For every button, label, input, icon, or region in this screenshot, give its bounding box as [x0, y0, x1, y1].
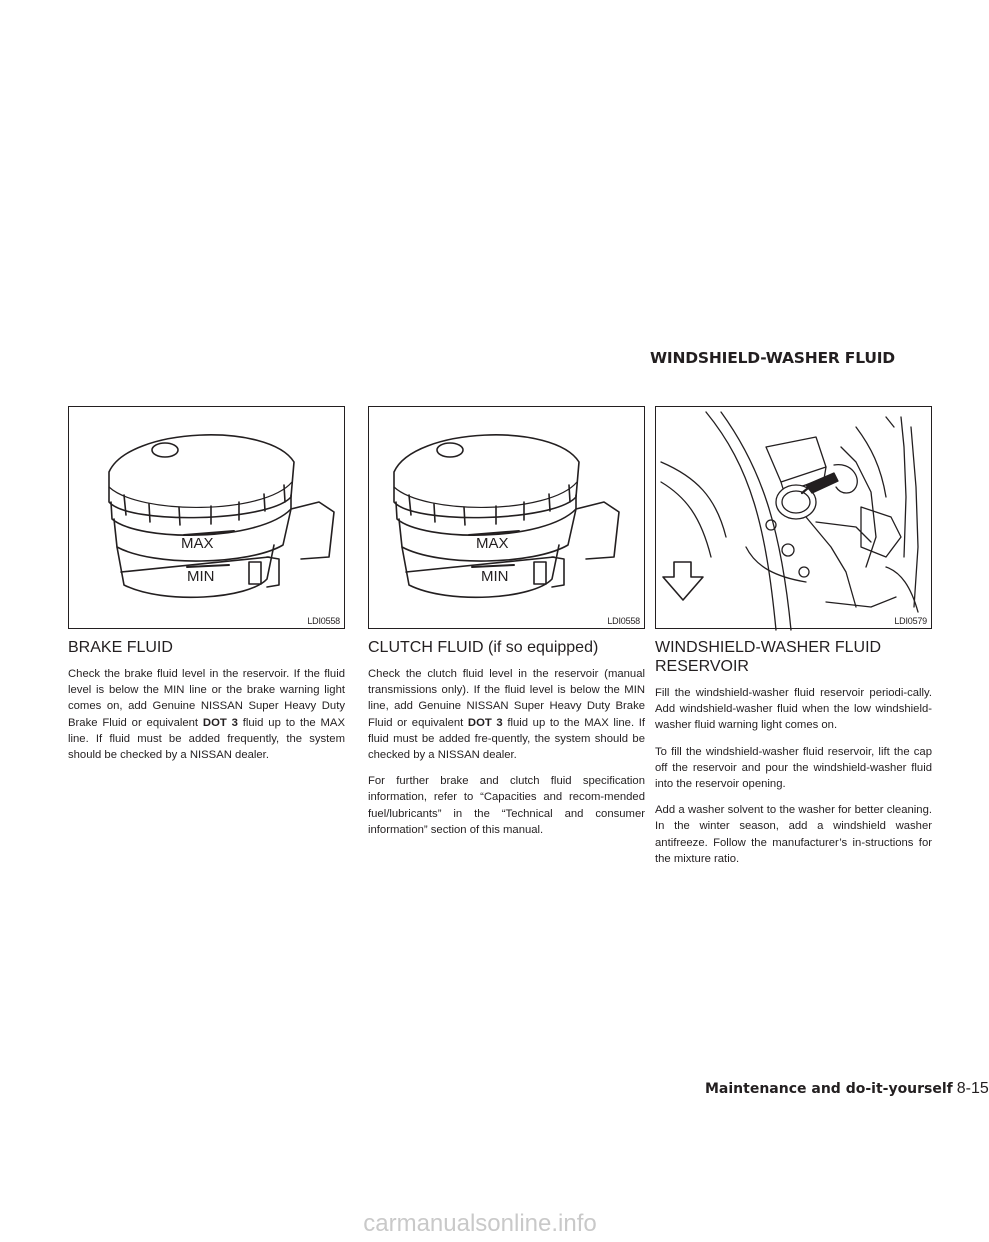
- paragraph-text: Check the clutch fluid level in the reservoir (manual transmissions only). If the fluid level is below the MIN line, add Genuine NISSAN Super Heavy Duty Brake Fluid or equivalent: [368, 668, 645, 729]
- clutch-fluid-heading: CLUTCH FLUID (if so equipped): [368, 639, 599, 656]
- brake-fluid-heading: BRAKE FLUID: [68, 639, 173, 656]
- clutch-fluid-column: [368, 406, 645, 848]
- dot3-emphasis: DOT 3: [467, 716, 503, 729]
- page-number: 8-15: [956, 1080, 989, 1097]
- page-footer: [705, 1080, 989, 1098]
- brake-reservoir-figure: [68, 406, 345, 629]
- paragraph-text: fluid up to the MAX line. If fluid must be added fre-quently, the system should be checked by a NISSAN dealer.: [368, 716, 645, 762]
- washer-fluid-column: [655, 406, 932, 877]
- paragraph-text: fluid up to the MAX line. If fluid must be added frequently, the system should be checked by a NISSAN dealer.: [68, 716, 345, 762]
- washer-fill-paragraph: Fill the windshield-washer fluid reservoir periodi-cally. Add windshield-washer fluid when the low windshield-washer fluid warning light comes on.: [655, 687, 932, 732]
- fluid-spec-reference-paragraph: For further brake and clutch fluid specification information, refer to “Capacities and recom-mended fuel/lubricants” in the “Technical and consumer information” section of this manual.: [368, 775, 645, 836]
- paragraph-text: Check the brake fluid level in the reservoir. If the fluid level is below the MIN line or the brake warning light comes on, add Genuine NISSAN Super Heavy Duty Brake Fluid or equivalent: [68, 668, 345, 729]
- max-label: MAX: [476, 535, 509, 552]
- section-title: WINDSHIELD-WASHER FLUID: [650, 349, 895, 367]
- engine-bay-illustration: [656, 407, 933, 630]
- washer-cap-paragraph: To fill the windshield-washer fluid reservoir, lift the cap off the reservoir and pour the windshield-washer fluid into the reservoir opening.: [655, 745, 932, 791]
- figure-code: LDI0558: [307, 616, 340, 626]
- brake-fluid-column: [68, 406, 345, 773]
- dot3-emphasis: DOT 3: [202, 716, 238, 729]
- figure-code: LDI0579: [894, 616, 927, 626]
- max-label: MAX: [181, 535, 214, 552]
- washer-fluid-heading: WINDSHIELD-WASHER FLUID RESERVOIR: [655, 639, 882, 675]
- max-min-labels: [369, 407, 646, 630]
- figure-code: LDI0558: [607, 616, 640, 626]
- clutch-fluid-paragraph: [368, 666, 645, 763]
- brake-fluid-paragraph: [68, 666, 345, 763]
- clutch-reservoir-figure: [368, 406, 645, 629]
- min-label: MIN: [187, 568, 215, 585]
- min-label: MIN: [481, 568, 509, 585]
- washer-solvent-paragraph: Add a washer solvent to the washer for better cleaning. In the winter season, add a windshield washer antifreeze. Follow the manufacturer’s in-structions for the mixture ratio.: [655, 804, 932, 865]
- max-min-labels: [69, 407, 346, 630]
- washer-reservoir-figure: [655, 406, 932, 629]
- watermark: carmanualsonline.info: [363, 1210, 597, 1237]
- chapter-title: Maintenance and do-it-yourself: [705, 1081, 953, 1097]
